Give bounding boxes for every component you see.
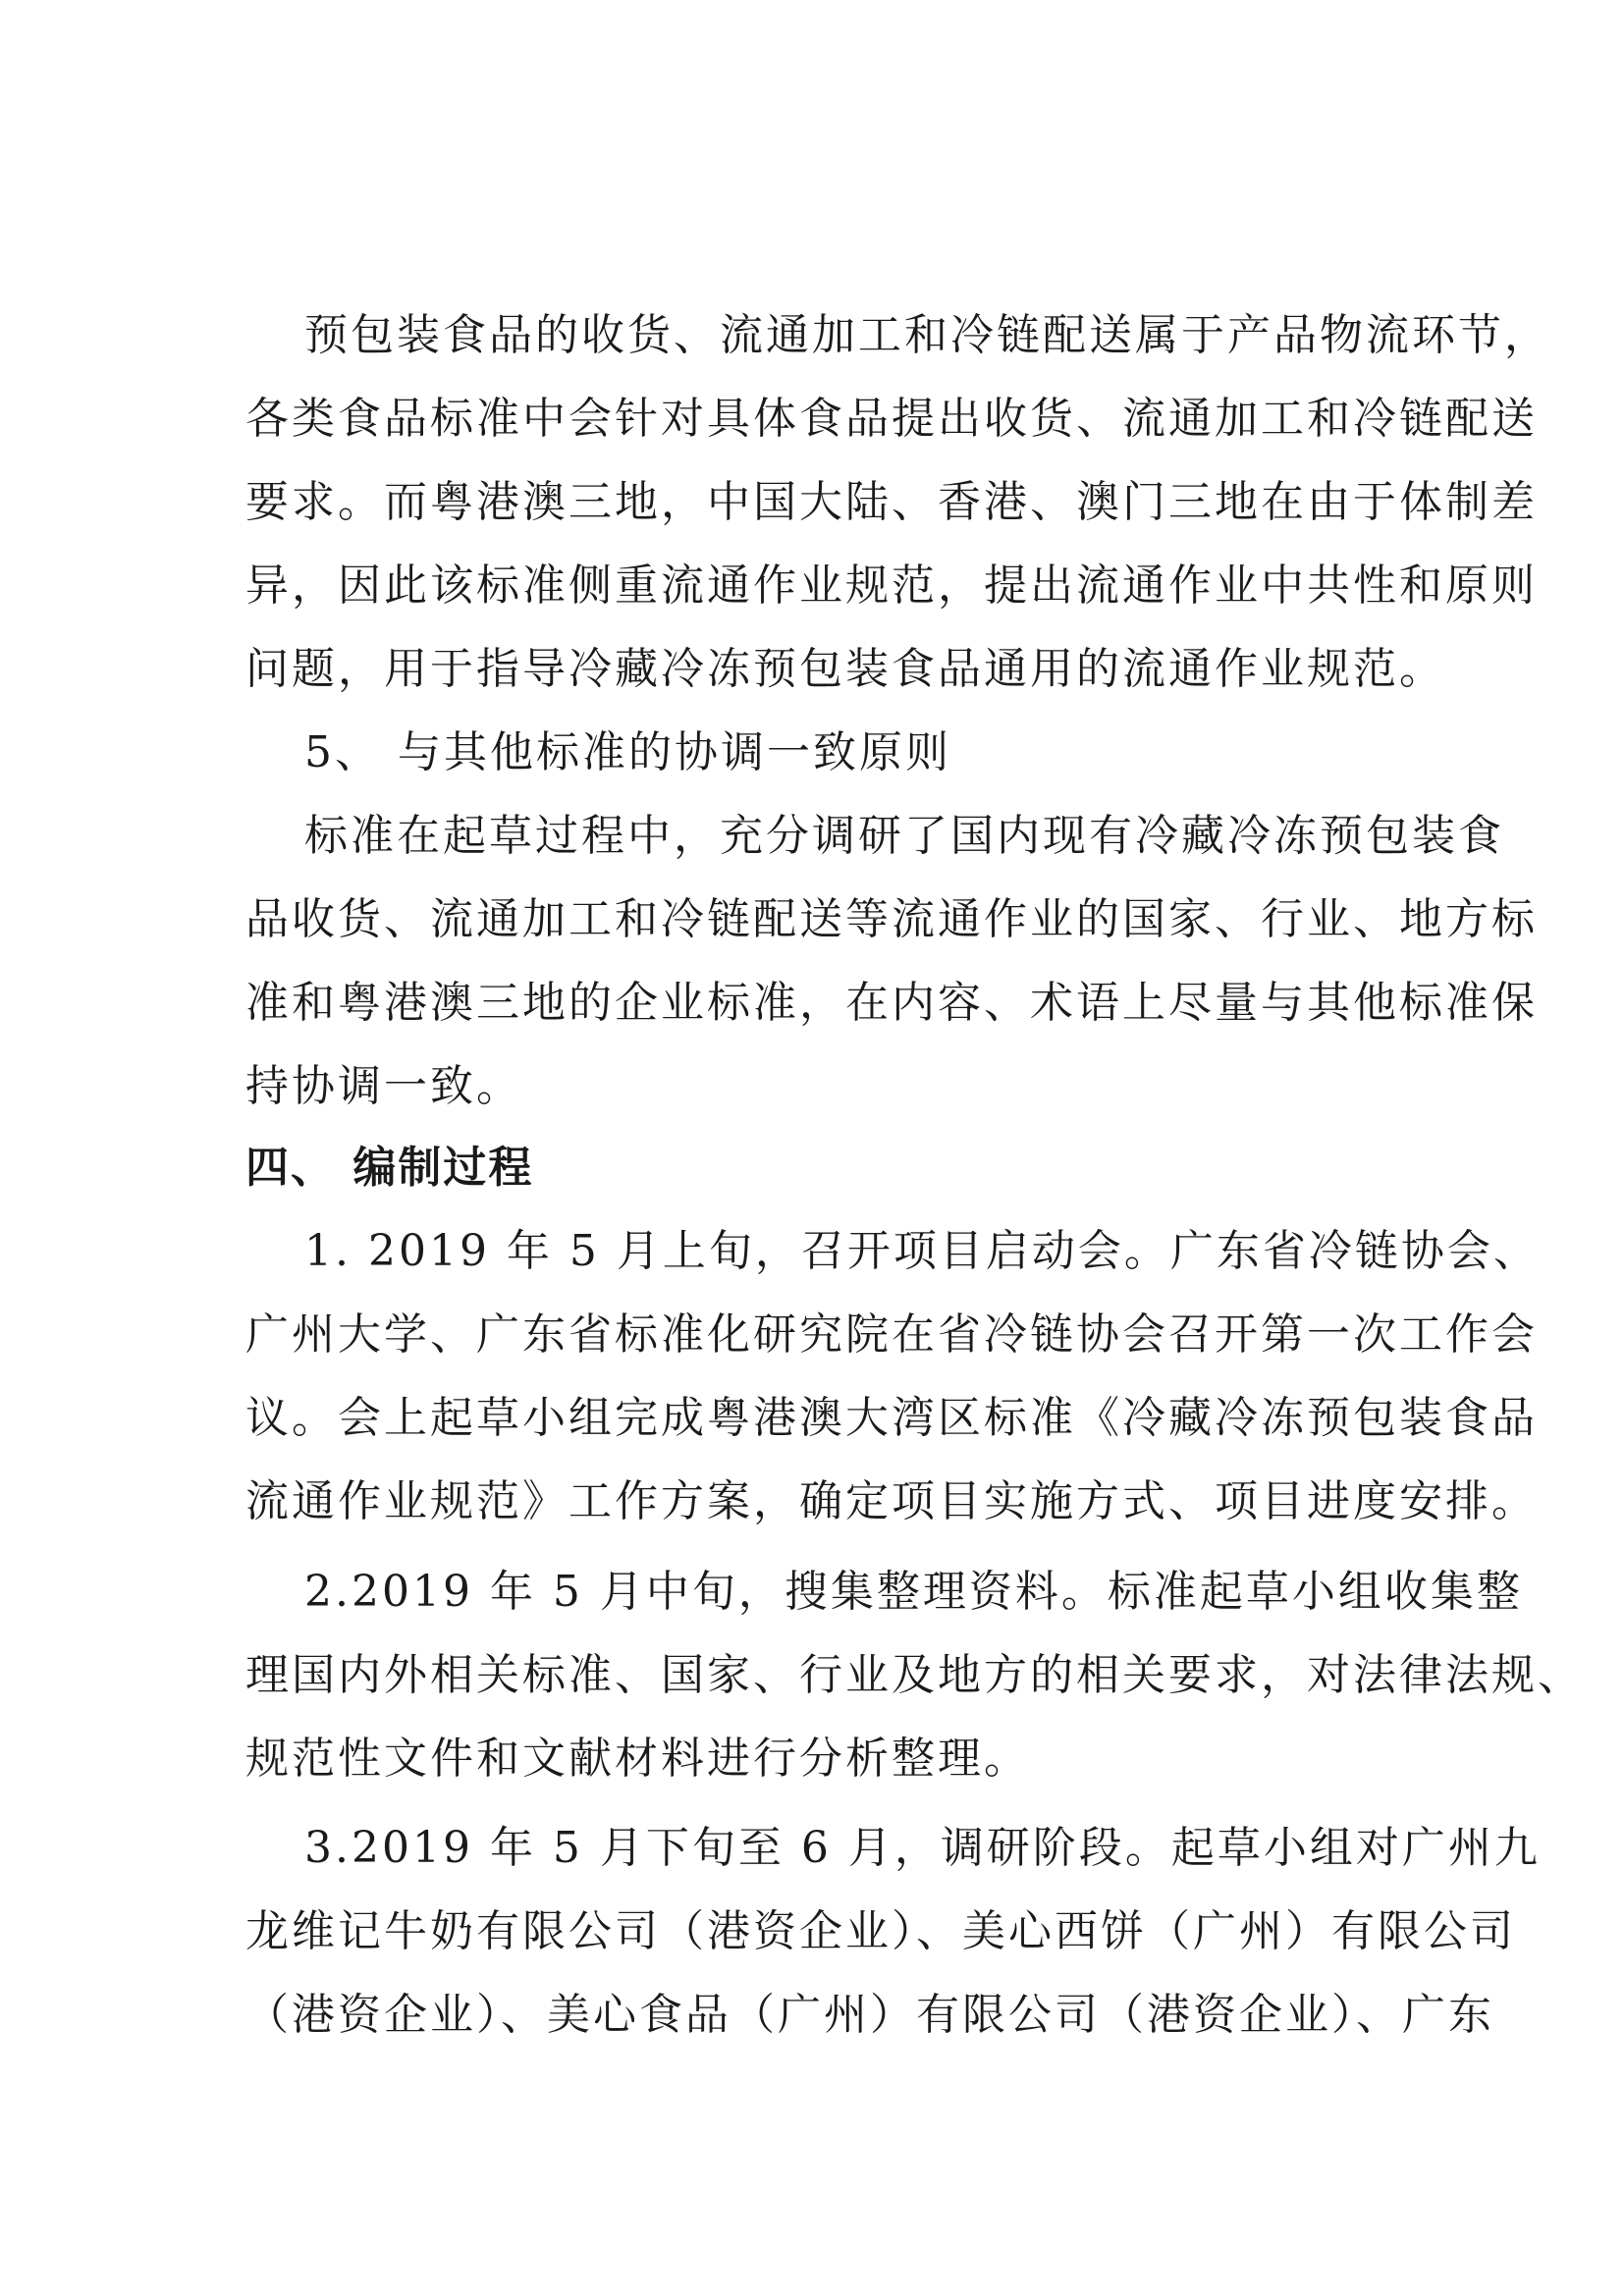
paragraph-line: 规范性文件和文献材料进行分析整理。 xyxy=(245,1734,1030,1784)
subsection-title: 5、 与其他标准的协调一致原则 xyxy=(304,727,951,777)
paragraph-line: （港资企业）、美心食品（广州）有限公司（港资企业）、广东 xyxy=(245,1990,1494,2040)
paragraph-line: 预包装食品的收货、流通加工和冷链配送属于产品物流环节， xyxy=(304,310,1550,360)
paragraph-line: 问题，用于指导冷藏冷冻预包装食品通用的流通作业规范。 xyxy=(245,644,1445,694)
paragraph-line: 广州大学、广东省标准化研究院在省冷链协会召开第一次工作会 xyxy=(245,1309,1538,1360)
section-heading: 四、 编制过程 xyxy=(245,1143,534,1193)
paragraph-line: 3.2019 年 5 月下旬至 6 月，调研阶段。起草小组对广州九 xyxy=(304,1823,1541,1873)
paragraph-line: 品收货、流通加工和冷链配送等流通作业的国家、行业、地方标 xyxy=(245,894,1538,944)
paragraph-line: 议。会上起草小组完成粤港澳大湾区标准《冷藏冷冻预包装食品 xyxy=(245,1393,1538,1443)
paragraph-line: 理国内外相关标准、国家、行业及地方的相关要求，对法律法规、 xyxy=(245,1650,1584,1700)
paragraph-line: 各类食品标准中会针对具体食品提出收货、流通加工和冷链配送 xyxy=(245,394,1538,444)
paragraph-line: 要求。而粤港澳三地，中国大陆、香港、澳门三地在由于体制差 xyxy=(245,477,1538,527)
paragraph-line: 异，因此该标准侧重流通作业规范，提出流通作业中共性和原则 xyxy=(245,561,1538,611)
paragraph-line: 持协调一致。 xyxy=(245,1061,522,1111)
paragraph-line: 流通作业规范》工作方案，确定项目实施方式、项目进度安排。 xyxy=(245,1476,1538,1526)
paragraph-line: 准和粤港澳三地的企业标准，在内容、术语上尽量与其他标准保 xyxy=(245,978,1538,1028)
paragraph-line: 标准在起草过程中，充分调研了国内现有冷藏冷冻预包装食 xyxy=(304,811,1504,861)
paragraph-line: 2.2019 年 5 月中旬，搜集整理资料。标准起草小组收集整 xyxy=(304,1567,1523,1617)
paragraph-line: 龙维记牛奶有限公司（港资企业）、美心西饼（广州）有限公司 xyxy=(245,1906,1516,1956)
paragraph-line: 1. 2019 年 5 月上旬，召开项目启动会。广东省冷链协会、 xyxy=(304,1226,1540,1276)
